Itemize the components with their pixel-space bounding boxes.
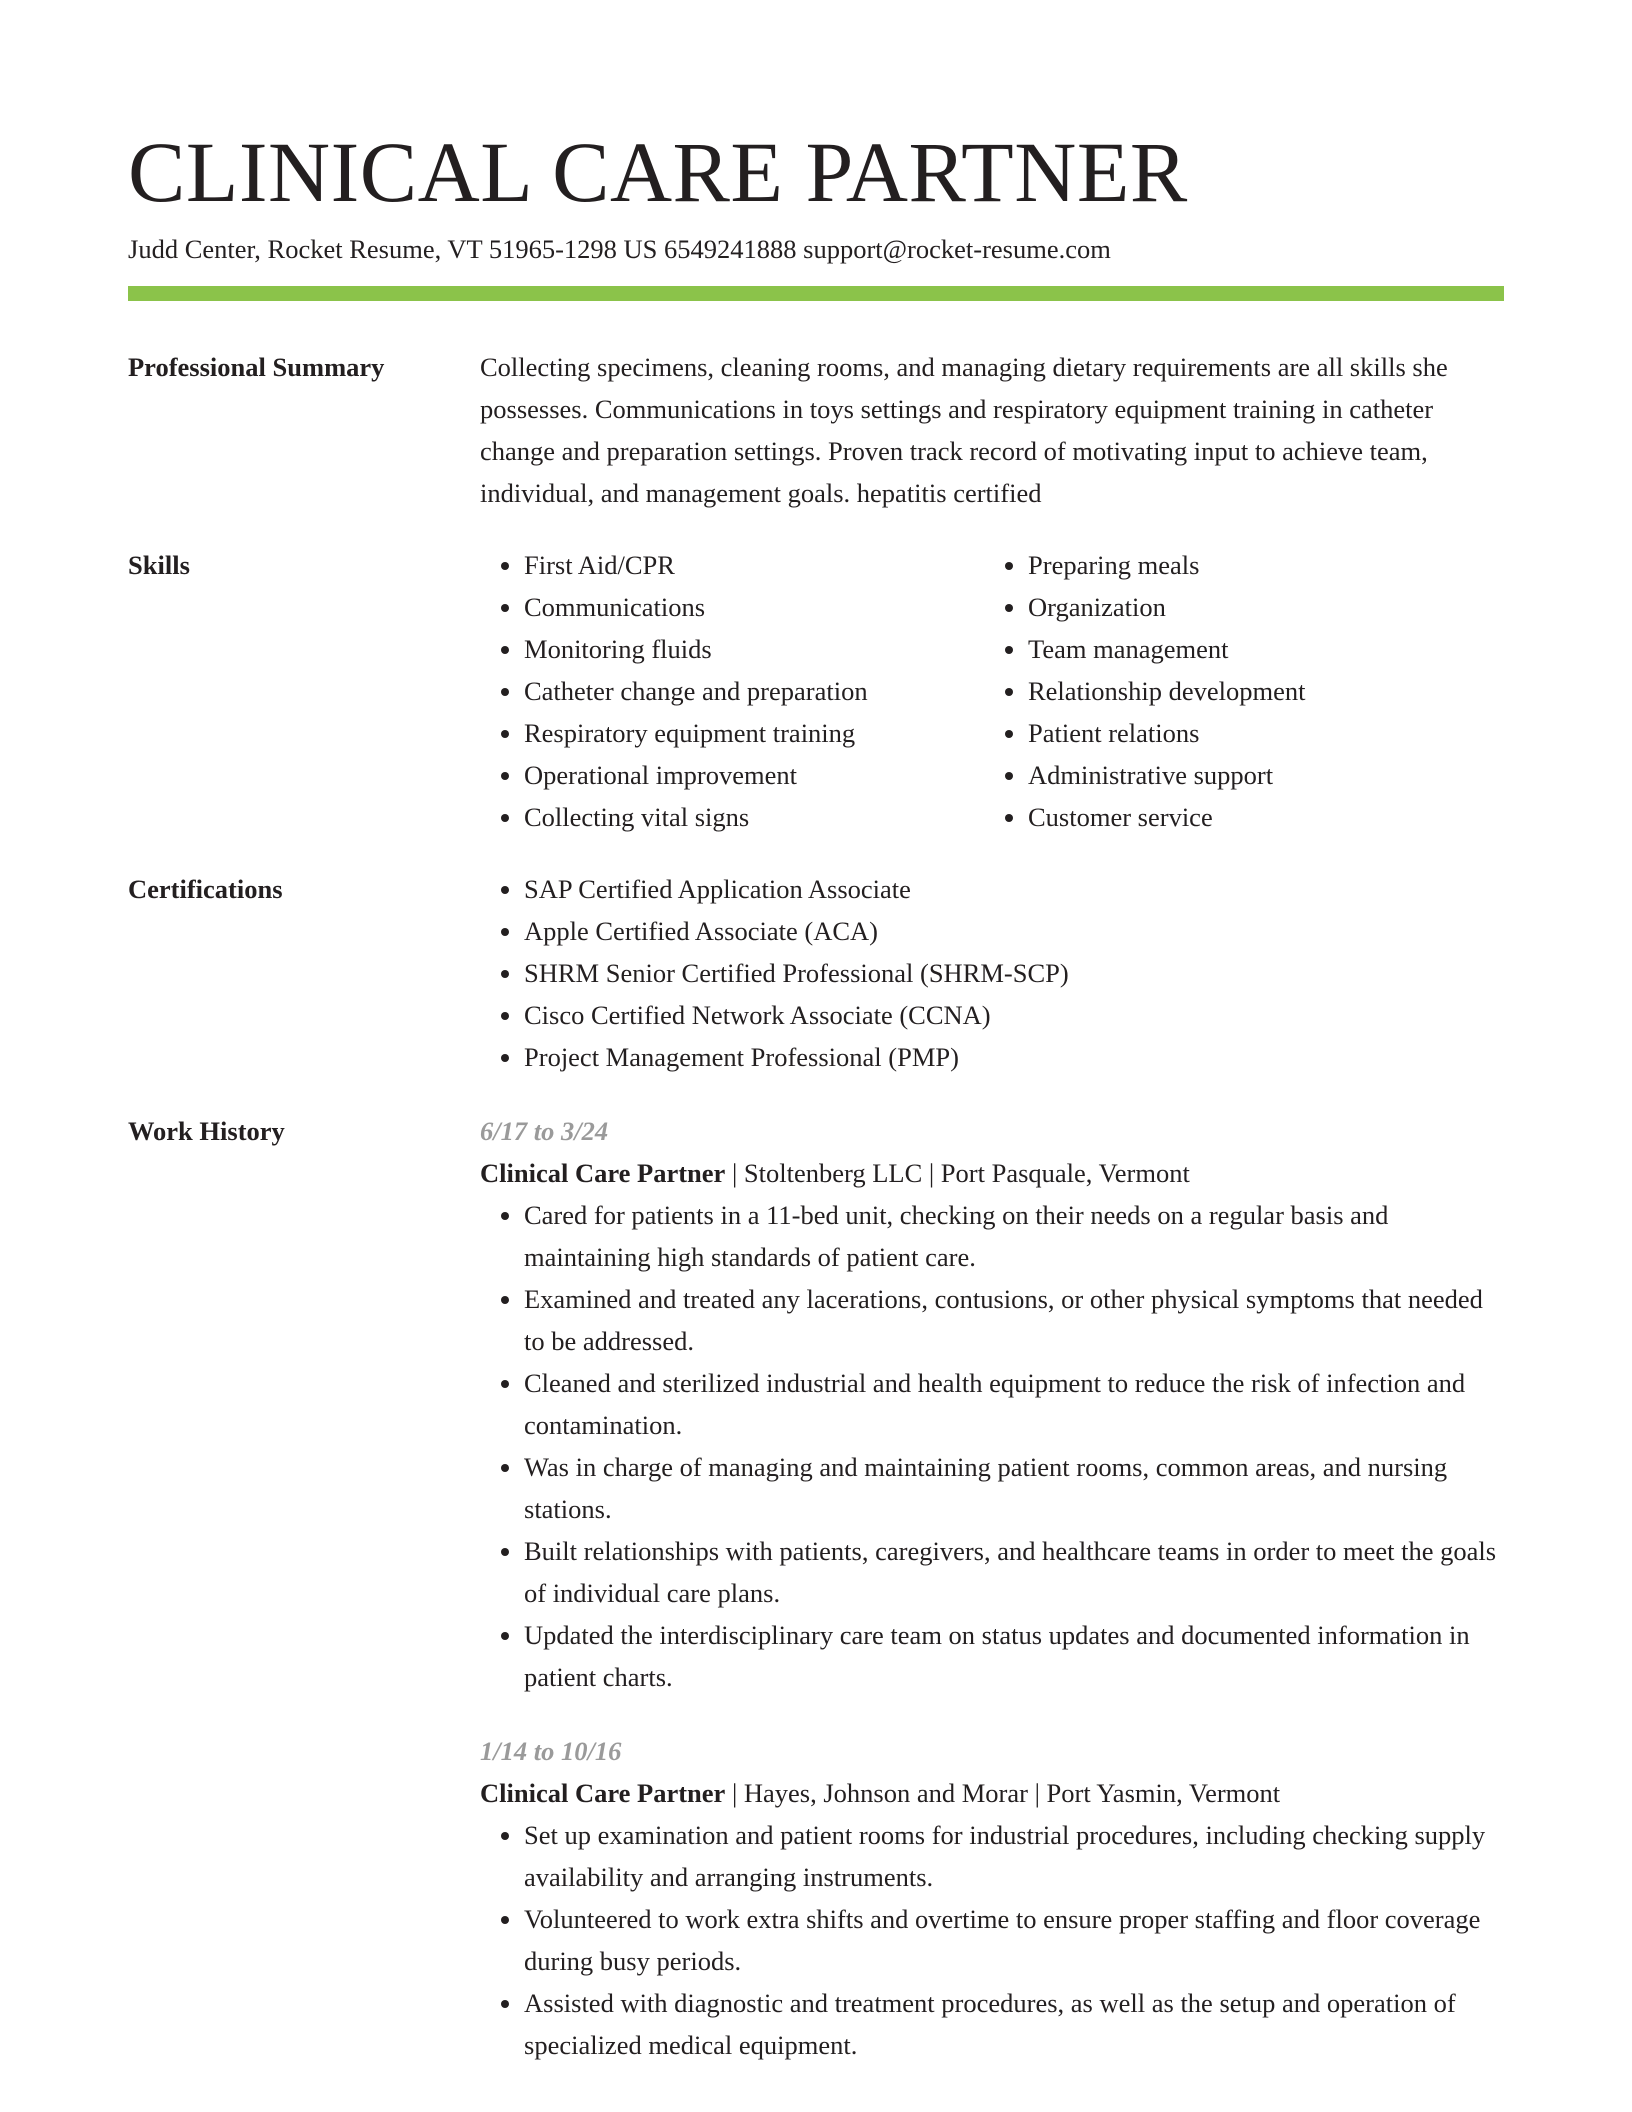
skill-item: • Team management — [1028, 628, 1488, 670]
skills-column-right — [984, 544, 1488, 838]
job-heading — [480, 1152, 1504, 1194]
skill-item: • Catheter change and preparation — [524, 670, 984, 712]
skill-item: • Administrative support — [1028, 754, 1488, 796]
certification-item: • Cisco Certified Network Associate (CCNA) — [524, 994, 1504, 1036]
skill-item: • Collecting vital signs — [524, 796, 984, 838]
job-duty-item: • Was in charge of managing and maintaining patient rooms, common areas, and nursing stations. — [524, 1446, 1504, 1530]
job-duty-item: • Assisted with diagnostic and treatment procedures, as well as the setup and operation of specialized medical equipment. — [524, 1982, 1504, 2066]
job-dates: 1/14 to 10/16 — [480, 1736, 622, 1766]
job-duty-item: • Examined and treated any lacerations, contusions, or other physical symptoms that needed to be addressed. — [524, 1278, 1504, 1362]
candidate-name: CLINICAL CARE PARTNER — [128, 124, 1188, 220]
job-dates: 6/17 to 3/24 — [480, 1116, 609, 1146]
job-duty-item: • Set up examination and patient rooms for industrial procedures, including checking supply availability and arranging instruments. — [524, 1814, 1504, 1898]
skills-body — [480, 544, 1504, 838]
job-duties-list — [480, 1194, 1504, 1698]
work-history-body — [480, 1110, 1504, 2098]
skills-list-left — [480, 544, 984, 838]
certifications-list — [480, 868, 1504, 1078]
summary-text: Collecting specimens, cleaning rooms, and managing dietary requirements are all skills she possesses. Communications in toys settings and respiratory equipment training in catheter change and preparation settings. Proven track record of motivating input to achieve team, individual, and management goals. hepatitis certified — [480, 352, 1448, 508]
job-duty-item: • Volunteered to work extra shifts and overtime to ensure proper staffing and floor coverage during busy periods. — [524, 1898, 1504, 1982]
skill-item: • Organization — [1028, 586, 1488, 628]
job-duty-item: • Cleaned and sterilized industrial and health equipment to reduce the risk of infection and contamination. — [524, 1362, 1504, 1446]
job-employer-location: | Stoltenberg LLC | Port Pasquale, Vermont — [725, 1158, 1190, 1188]
certification-item: • Apple Certified Associate (ACA) — [524, 910, 1504, 952]
job-title: Clinical Care Partner — [480, 1778, 726, 1808]
skill-item: • First Aid/CPR — [524, 544, 984, 586]
certifications-heading: Certifications — [128, 874, 283, 904]
skill-item: • Customer service — [1028, 796, 1488, 838]
summary-body — [480, 346, 1504, 514]
summary-heading: Professional Summary — [128, 352, 385, 382]
skill-item: • Patient relations — [1028, 712, 1488, 754]
skill-item: • Operational improvement — [524, 754, 984, 796]
job-duty-item: • Updated the interdisciplinary care team on status updates and documented information in patient charts. — [524, 1614, 1504, 1698]
job-entry — [480, 1730, 1504, 2066]
job-title: Clinical Care Partner — [480, 1158, 726, 1188]
job-employer-location: | Hayes, Johnson and Morar | Port Yasmin, Vermont — [725, 1778, 1281, 1808]
skill-item: • Preparing meals — [1028, 544, 1488, 586]
skill-item: • Monitoring fluids — [524, 628, 984, 670]
skill-item: • Relationship development — [1028, 670, 1488, 712]
job-duty-item: • Built relationships with patients, caregivers, and healthcare teams in order to meet the goals of individual care plans. — [524, 1530, 1504, 1614]
certifications-body — [480, 868, 1504, 1078]
skills-list-right — [984, 544, 1488, 838]
skills-heading: Skills — [128, 550, 190, 580]
job-duties-list — [480, 1814, 1504, 2066]
certification-item: • Project Management Professional (PMP) — [524, 1036, 1504, 1078]
contact-line: Judd Center, Rocket Resume, VT 51965-1298 US 6549241888 support@rocket-resume.com — [128, 234, 1111, 264]
job-entry — [480, 1110, 1504, 1698]
job-duty-item: • Cared for patients in a 11-bed unit, checking on their needs on a regular basis and maintaining high standards of patient care. — [524, 1194, 1504, 1278]
certification-item: • SAP Certified Application Associate — [524, 868, 1504, 910]
work-history-heading: Work History — [128, 1116, 285, 1146]
job-heading — [480, 1772, 1504, 1814]
skill-item: • Respiratory equipment training — [524, 712, 984, 754]
header-divider — [128, 286, 1504, 301]
skills-grid — [480, 544, 1504, 838]
certification-item: • SHRM Senior Certified Professional (SHRM-SCP) — [524, 952, 1504, 994]
skill-item: • Communications — [524, 586, 984, 628]
skills-column-left — [480, 544, 984, 838]
